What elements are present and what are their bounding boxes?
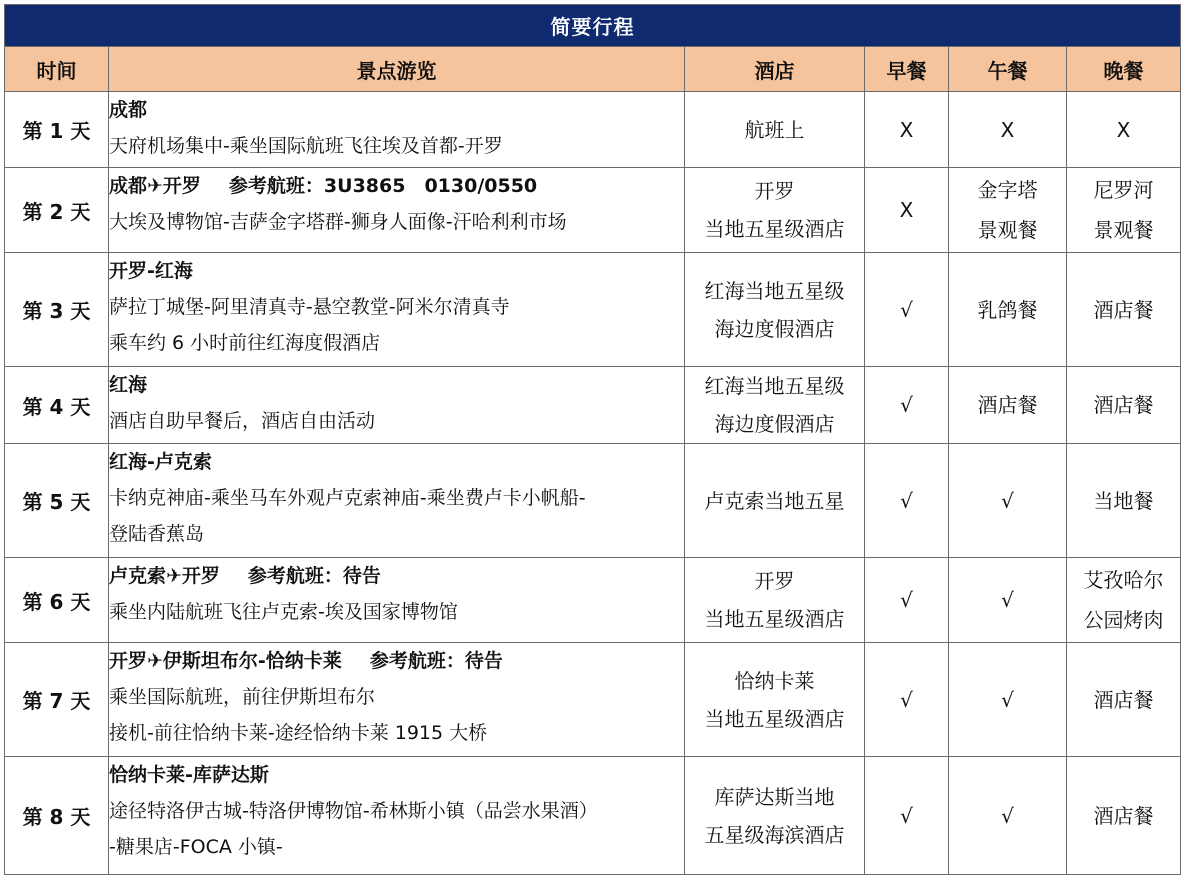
hotel-line: 海边度假酒店 <box>714 412 835 436</box>
hotel-cell <box>685 168 865 253</box>
dinner-cell <box>1067 643 1181 757</box>
hotel-line: 红海当地五星级 <box>704 374 845 398</box>
hotel-line: 红海当地五星级 <box>704 278 845 303</box>
dinner-cell <box>1067 444 1181 558</box>
route-line <box>109 643 684 679</box>
itinerary-table <box>4 4 1181 875</box>
sight-line: 卡纳克神庙-乘坐马车外观卢克索神庙-乘坐费卢卡小帆船- <box>109 487 586 509</box>
dinner-cell <box>1067 558 1181 643</box>
lunch-line: 酒店餐 <box>977 393 1038 417</box>
breakfast-cell: √ <box>865 643 949 757</box>
breakfast-cell: √ <box>865 367 949 444</box>
sight-line: 乘坐国际航班，前往伊斯坦布尔 <box>109 686 376 708</box>
route-line <box>109 92 684 128</box>
lunch-line: √ <box>1001 488 1014 513</box>
hotel-cell <box>685 253 865 367</box>
lunch-line: 景观餐 <box>977 218 1038 242</box>
sights-cell <box>109 367 685 444</box>
dinner-line: X <box>1116 117 1131 142</box>
table-row <box>5 253 1181 367</box>
hotel-cell <box>685 757 865 875</box>
sight-line: -糖果店-FOCA 小镇- <box>109 836 283 858</box>
flight-info: 参考航班：待告 <box>369 650 503 672</box>
sight-line: 天府机场集中-乘坐国际航班飞往埃及首都-开罗 <box>109 135 503 157</box>
lunch-line: 乳鸽餐 <box>977 297 1038 322</box>
route-title: 开罗✈伊斯坦布尔-恰纳卡莱 <box>109 650 342 672</box>
lunch-cell <box>949 92 1067 168</box>
route-line <box>109 558 684 594</box>
breakfast-cell: √ <box>865 757 949 875</box>
hotel-line: 五星级海滨酒店 <box>704 822 845 847</box>
table-row <box>5 643 1181 757</box>
table-row <box>5 92 1181 168</box>
route-title: 成都✈开罗 <box>109 175 201 197</box>
breakfast-cell: √ <box>865 558 949 643</box>
hotel-line: 当地五星级酒店 <box>704 706 845 731</box>
table-row <box>5 558 1181 643</box>
route-title: 开罗-红海 <box>109 260 193 282</box>
sights-cell <box>109 168 685 253</box>
breakfast-cell: √ <box>865 444 949 558</box>
hotel-cell <box>685 367 865 444</box>
sights-cell <box>109 444 685 558</box>
route-line <box>109 367 684 403</box>
dinner-line: 酒店餐 <box>1093 687 1154 712</box>
hotel-line: 恰纳卡莱 <box>734 668 815 693</box>
dinner-cell <box>1067 253 1181 367</box>
lunch-line: √ <box>1001 803 1014 828</box>
sights-cell <box>109 643 685 757</box>
dinner-line: 酒店餐 <box>1093 297 1154 322</box>
sight-line: 乘坐内陆航班飞往卢克索-埃及国家博物馆 <box>109 601 458 623</box>
lunch-cell <box>949 558 1067 643</box>
header-breakfast: 早餐 <box>865 47 949 92</box>
route-line <box>109 253 684 289</box>
day-label: 第 7 天 <box>5 643 109 757</box>
dinner-line: 尼罗河 <box>1093 178 1154 202</box>
header-lunch: 午餐 <box>949 47 1067 92</box>
dinner-line: 当地餐 <box>1093 488 1154 513</box>
hotel-line: 海边度假酒店 <box>714 316 835 341</box>
sights-cell <box>109 558 685 643</box>
route-line <box>109 444 684 480</box>
sight-line: 途径特洛伊古城-特洛伊博物馆-希林斯小镇（品尝水果酒） <box>109 800 598 822</box>
sight-line: 大埃及博物馆-吉萨金字塔群-狮身人面像-汗哈利利市场 <box>109 211 567 233</box>
hotel-cell <box>685 92 865 168</box>
route-title: 成都 <box>109 99 148 121</box>
sights-cell <box>109 253 685 367</box>
sight-line: 接机-前往恰纳卡莱-途经恰纳卡莱 1915 大桥 <box>109 722 488 744</box>
lunch-cell <box>949 757 1067 875</box>
day-label: 第 8 天 <box>5 757 109 875</box>
dinner-cell <box>1067 367 1181 444</box>
table-title: 简要行程 <box>5 5 1181 47</box>
day-label: 第 4 天 <box>5 367 109 444</box>
dinner-line: 酒店餐 <box>1093 803 1154 828</box>
sights-cell <box>109 757 685 875</box>
route-line <box>109 757 684 793</box>
sight-line: 萨拉丁城堡-阿里清真寺-悬空教堂-阿米尔清真寺 <box>109 296 510 318</box>
dinner-cell <box>1067 92 1181 168</box>
hotel-line: 开罗 <box>754 179 795 203</box>
table-row <box>5 367 1181 444</box>
dinner-cell <box>1067 168 1181 253</box>
header-row <box>5 47 1181 92</box>
hotel-line: 卢克索当地五星 <box>704 488 845 513</box>
day-label: 第 1 天 <box>5 92 109 168</box>
dinner-line: 酒店餐 <box>1093 393 1154 417</box>
table-row <box>5 757 1181 875</box>
breakfast-cell: X <box>865 92 949 168</box>
hotel-line: 库萨达斯当地 <box>714 784 835 809</box>
lunch-cell <box>949 168 1067 253</box>
sight-line: 登陆香蕉岛 <box>109 523 205 545</box>
flight-info: 参考航班：待告 <box>247 565 381 587</box>
route-title: 红海 <box>109 374 148 396</box>
route-line <box>109 168 684 204</box>
sights-cell <box>109 92 685 168</box>
sight-line: 乘车约 6 小时前往红海度假酒店 <box>109 332 381 354</box>
route-title: 恰纳卡莱-库萨达斯 <box>109 764 269 786</box>
hotel-line: 当地五星级酒店 <box>704 217 845 241</box>
lunch-cell <box>949 367 1067 444</box>
day-label: 第 3 天 <box>5 253 109 367</box>
header-dinner: 晚餐 <box>1067 47 1181 92</box>
hotel-line: 当地五星级酒店 <box>704 607 845 631</box>
hotel-cell <box>685 558 865 643</box>
day-label: 第 2 天 <box>5 168 109 253</box>
breakfast-cell: √ <box>865 253 949 367</box>
table-row <box>5 444 1181 558</box>
route-title: 红海-卢克索 <box>109 451 212 473</box>
lunch-line: 金字塔 <box>977 178 1038 202</box>
breakfast-cell: X <box>865 168 949 253</box>
lunch-line: X <box>1000 117 1015 142</box>
hotel-cell <box>685 444 865 558</box>
header-hotel: 酒店 <box>685 47 865 92</box>
day-label: 第 6 天 <box>5 558 109 643</box>
lunch-line: √ <box>1001 687 1014 712</box>
header-sights: 景点游览 <box>109 47 685 92</box>
sight-line: 酒店自助早餐后，酒店自由活动 <box>109 410 376 432</box>
hotel-cell <box>685 643 865 757</box>
hotel-line: 开罗 <box>754 569 795 593</box>
day-label: 第 5 天 <box>5 444 109 558</box>
dinner-line: 公园烤肉 <box>1083 608 1164 632</box>
table-row <box>5 168 1181 253</box>
route-title: 卢克索✈开罗 <box>109 565 220 587</box>
dinner-cell <box>1067 757 1181 875</box>
lunch-cell <box>949 444 1067 558</box>
lunch-cell <box>949 643 1067 757</box>
header-time: 时间 <box>5 47 109 92</box>
lunch-line: √ <box>1001 588 1014 612</box>
dinner-line: 艾孜哈尔 <box>1083 568 1164 592</box>
flight-info: 参考航班：3U3865 0130/0550 <box>228 175 538 197</box>
lunch-cell <box>949 253 1067 367</box>
dinner-line: 景观餐 <box>1093 218 1154 242</box>
hotel-line: 航班上 <box>744 117 805 142</box>
